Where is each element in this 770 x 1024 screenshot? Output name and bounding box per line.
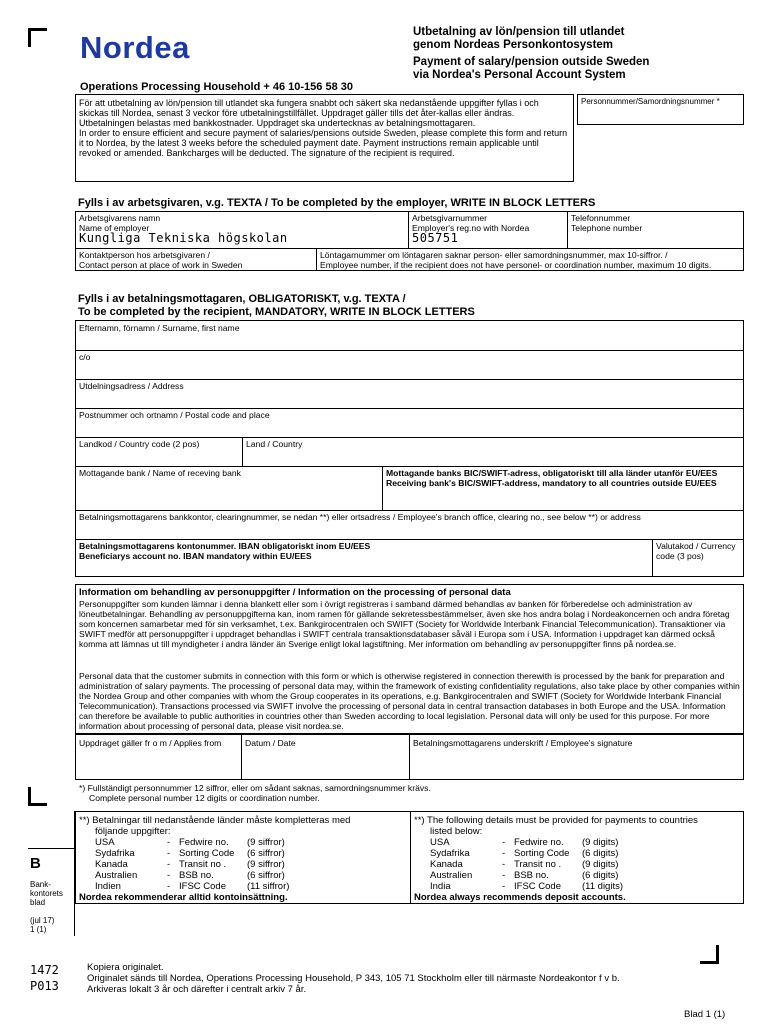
bank-copy-label: Bank- kontorets blad xyxy=(30,880,63,907)
footnote-line-2: Complete personal number 12 digits or coordination number. xyxy=(89,793,320,803)
employee-number-label-en: Employee number, if the recipient does not have personel- or coordination number, maximum 10 digits. xyxy=(320,260,712,270)
iban-label-sv: Betalningsmottagarens kontonummer. IBAN obligatoriskt inom EU/EES xyxy=(79,541,371,551)
contact-person-field[interactable] xyxy=(76,249,316,271)
postal-field[interactable] xyxy=(76,409,743,437)
employer-number-value: 505751 xyxy=(412,231,459,245)
employer-phone-label-sv: Telefonnummer xyxy=(571,213,631,223)
clearing-en-country: Sydafrika xyxy=(430,848,470,859)
country-code-field[interactable] xyxy=(76,438,242,466)
bic-swift-field[interactable] xyxy=(383,467,743,510)
employer-phone-field[interactable] xyxy=(568,212,743,248)
form-code xyxy=(30,962,59,994)
valid-from-field[interactable] xyxy=(76,737,241,779)
clearing-en-list: USA - Fedwire no. (9 digits) Sydafrika - Sorting Code (6 digits) Kanada - Transit no . (9 digits) Australien - BSB no. (6 digits) India - IFSC Code (11 digits) xyxy=(430,837,624,892)
country-field[interactable] xyxy=(243,438,743,466)
bic-label-en: Receiving bank's BIC/SWIFT-address, mandatory to all countries outside EU/EES xyxy=(386,478,717,488)
iban-label-en: Beneficiarys account no. IBAN mandatory within EU/EES xyxy=(79,551,312,561)
country-code-label: Landkod / Country code (2 pos) xyxy=(79,439,200,449)
intro-box xyxy=(75,94,574,182)
postal-label: Postnummer och ortnamn / Postal code and place xyxy=(79,410,270,420)
contact-label-en: Contact person at place of work in Sweden xyxy=(79,260,243,270)
clearing-box-en xyxy=(410,811,744,904)
recipient-table xyxy=(75,320,744,577)
privacy-heading: Information om behandling av personuppgifter / Information on the processing of personal data xyxy=(79,587,511,598)
account-iban-field[interactable] xyxy=(76,540,652,577)
co-label: c/o xyxy=(79,352,91,362)
title-sv-line-2: genom Nordeas Personkontosystem xyxy=(413,39,614,51)
clearing-sv-intro-2: följande uppgifter: xyxy=(95,826,171,837)
clearing-sv-country: USA xyxy=(95,837,115,848)
corner-mark-bottom-left xyxy=(28,787,47,806)
clearing-sv-country: Indien xyxy=(95,881,121,892)
clearing-en-recommend: Nordea always recommends deposit accounts. xyxy=(414,892,626,903)
intro-text-sv: För att utbetalning av lön/pension till utlandet ska fungera snabbt och säkert ska nedanstående uppgifter fyllas i och skickas till Nordea, senast 3 veckor före utbetalningstillfället. Uppdraget gäller tills det åter-kallas eller ändras. Utbetalningen belastas med bankkostnader. Uppdraget ska undertecknas av betalningsmottagaren. xyxy=(79,98,539,128)
form-title xyxy=(413,26,649,82)
clearing-en-intro-1: **) The following details must be provided for payments to countries xyxy=(414,815,698,826)
country-label: Land / Country xyxy=(246,439,303,449)
form-code-2: P013 xyxy=(30,979,59,993)
currency-label-en: code (3 pos) xyxy=(656,551,704,561)
employer-number-label-en: Employer's reg.no with Nordea xyxy=(412,223,530,233)
clearing-sv-country: Kanada xyxy=(95,859,128,870)
recipient-heading xyxy=(78,293,475,319)
signature-field[interactable] xyxy=(410,737,743,779)
address-field[interactable] xyxy=(76,380,743,408)
employer-name-value: Kungliga Tekniska högskolan xyxy=(79,231,288,245)
clearing-sv-recommend: Nordea rekommenderar alltid kontoinsättning. xyxy=(79,892,288,903)
footer-line-3: Arkiveras lokalt 3 år och därefter i centralt arkiv 7 år. xyxy=(87,984,307,995)
contact-label-sv: Kontaktperson hos arbetsgivaren / xyxy=(79,250,210,260)
clearing-sv-list: USA - Fedwire no. (9 siffror) Sydafrika - Sorting Code (6 siffror) Kanada - Transit no . (9 siffror) Australien - BSB no. (6 siffror) Indien - IFSC Code (11 siffror) xyxy=(95,837,290,892)
clearing-sv-country: Sydafrika xyxy=(95,848,135,859)
date-field[interactable] xyxy=(242,737,409,779)
recipient-name-label: Efternamn, förnamn / Surname, first name xyxy=(79,323,240,333)
signature-table xyxy=(75,734,744,780)
currency-code-field[interactable] xyxy=(653,540,743,577)
branch-office-field[interactable] xyxy=(76,511,743,539)
date-label: Datum / Date xyxy=(245,738,296,748)
clearing-en-intro-2: listed below: xyxy=(430,826,483,837)
currency-label-sv: Valutakod / Currency xyxy=(656,541,736,551)
personnummer-field[interactable] xyxy=(577,94,744,125)
employer-table xyxy=(75,211,744,271)
employee-number-label-sv: Löntagarnummer om löntagaren saknar person- eller samordningsnummer, max 10-siffror. / xyxy=(320,250,668,260)
clearing-box-sv xyxy=(75,811,411,904)
bic-label-sv: Mottagande banks BIC/SWIFT-adress, obligatoriskt till alla länder utanför EU/EES xyxy=(386,468,718,478)
form-version: (jul 17) 1 (1) xyxy=(30,916,55,934)
co-field[interactable] xyxy=(76,351,743,379)
form-code-1: 1472 xyxy=(30,963,59,977)
footer-line-2: Originalet sänds till Nordea, Operations Processing Household, P 343, 105 71 Stockholm eller till närmaste Nordeakontor f v b. xyxy=(87,973,620,984)
footer-instructions xyxy=(87,962,620,995)
privacy-box xyxy=(75,584,744,734)
clearing-en-country: Kanada xyxy=(430,859,463,870)
personnummer-label: Personnummer/Samordningsnummer * xyxy=(581,97,720,106)
privacy-text-en: Personal data that the customer submits in connection with this form or which is otherwise registered in connection therewith is processed by the bank for preparation and administration of salary payments. The processing of personal data may, within the framework of existing confidentiality regulations, also take place by other companies within the Nordea Group and other companies with whom the Group cooperates in its operations, e.g. Bankgirocentralen and SWIFT (Society for Worldwide Interbank Financial Telecommunication). Transactions processed via SWIFT involve the processing of personal data in central transaction databases in both Europe and the USA. Information can therefore be available to public authorities in countries other than Sweden according to local legislation. Personal data will only be used for this purpose. For more information about processing of personal data, please visit nordea.se. xyxy=(79,671,740,731)
title-sv-line-1: Utbetalning av lön/pension till utlandet xyxy=(413,26,625,38)
clearing-en-country: Australien xyxy=(430,870,473,881)
ops-phone-line: Operations Processing Household + 46 10-156 58 30 xyxy=(80,81,353,93)
clearing-sv-country: Australien xyxy=(95,870,138,881)
footnote xyxy=(79,783,431,803)
footnote-line-1: *) Fullständigt personnummer 12 siffror, eller om sådant saknas, samordningsnummer krävs. xyxy=(79,783,431,793)
intro-text-en: In order to ensure efficient and secure payment of salaries/pensions outside Sweden, please complete this form and return it to Nordea, by the latest 3 weeks before the scheduled payment date. Payment instructions remain applicable until revoked or amended. Bankcharges will be deducted. The signature of the recipient is required. xyxy=(79,128,568,158)
footer-line-1: Kopiera originalet. xyxy=(87,962,164,973)
recipient-name-field[interactable] xyxy=(76,322,743,350)
clearing-sv-intro-1: **) Betalningar till nedanstående länder måste kompletteras med xyxy=(79,815,351,826)
page-number: Blad 1 (1) xyxy=(684,1009,726,1020)
copy-letter-b: B xyxy=(30,855,41,872)
corner-mark-top-left xyxy=(28,28,47,47)
valid-from-label: Uppdraget gäller fr o m / Applies from xyxy=(79,738,222,748)
recipient-heading-sv: Fylls i av betalningsmottagaren, OBLIGATORISKT, v.g. TEXTA / xyxy=(78,293,406,305)
privacy-text-sv: Personuppgifter som kunden lämnar i denna blankett eller som i övrigt registreras i samband därmed behandlas av banken för förberedelse och administration av lönеutbetalningar. Behandling av personuppgifterna kan, inom ramen för gällande sekretessbestämmelser, även ske hos andra bolag i Nordeakoncernen och andra företag som koncernen samarbetar med för sin verksamhet, t.ex. Bankgirocentralen och SWIFT (Society for Worldwide Interbank Financial Telecommunication). Transaktioner via SWIFT medför att personuppgifter i uppdraget behandlas i SWIFT centrala transaktionsdatabaser såväl i Europa som i USA. Information i uppdraget kan därmed också komma att lämnas ut till myndigheter i andra länder än Sverige enligt lokal lagstiftning. Mer information om behandling av personuppgifter finns på nordea.se. xyxy=(79,599,730,649)
employer-number-label-sv: Arbetsgivarnummer xyxy=(412,213,487,223)
receiving-bank-field[interactable] xyxy=(76,467,382,510)
recipient-heading-en: To be completed by the recipient, MANDATORY, WRITE IN BLOCK LETTERS xyxy=(78,306,475,318)
clearing-en-country: USA xyxy=(430,837,450,848)
clearing-en-country: India xyxy=(430,881,451,892)
employer-name-field[interactable] xyxy=(76,212,406,248)
employer-heading: Fylls i av arbetsgivaren, v.g. TEXTA / To be completed by the employer, WRITE IN BLOCK LETTERS xyxy=(78,197,596,209)
employer-phone-label-en: Telephone number xyxy=(571,223,643,233)
employee-number-field[interactable] xyxy=(317,249,743,271)
employer-number-field[interactable] xyxy=(409,212,567,248)
branch-office-label: Betalningsmottagarens bankkontor, clearingnummer, se nedan **) eller ortsadress / Employee's branch office, clearing no., see below **) or address xyxy=(79,512,641,522)
employer-name-label-en: Name of employer xyxy=(79,223,150,233)
corner-mark-bottom-right xyxy=(700,945,719,964)
receiving-bank-label: Mottagande bank / Name of receving bank xyxy=(79,468,241,478)
signature-label: Betalningsmottagarens underskrift / Employee's signature xyxy=(413,738,633,748)
address-label: Utdelningsadress / Address xyxy=(79,381,184,391)
nordea-logo: Nordea xyxy=(80,30,190,65)
title-en-line-2: via Nordea's Personal Account System xyxy=(413,69,626,81)
title-en-line-1: Payment of salary/pension outside Sweden xyxy=(413,56,650,68)
employer-name-label-sv: Arbetsgivarens namn xyxy=(79,213,161,223)
